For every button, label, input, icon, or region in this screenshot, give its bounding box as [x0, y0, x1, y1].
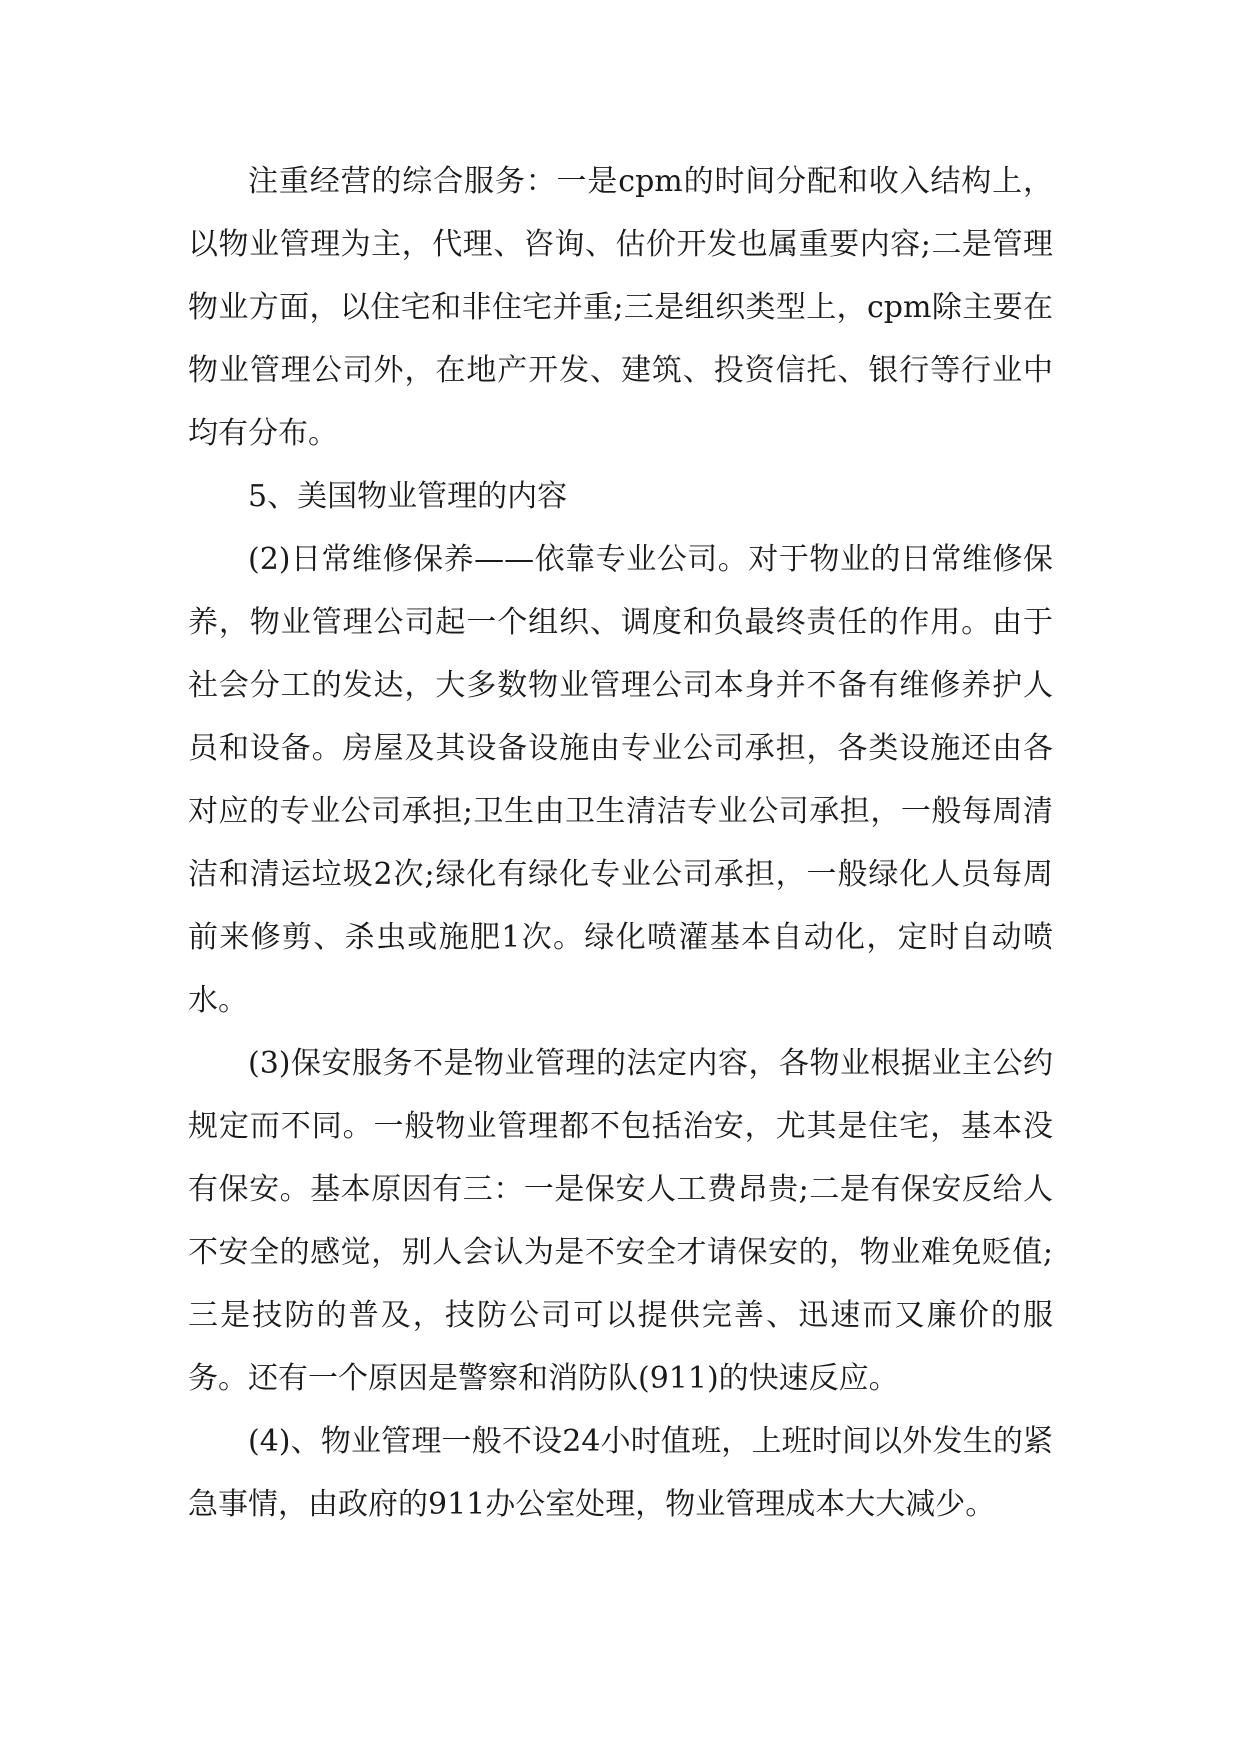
paragraph-daily-maintenance: (2)日常维修保养——依靠专业公司。对于物业的日常维修保养，物业管理公司起一个组织、调度和负最终责任的作用。由于社会分工的发达，大多数物业管理公司本身并不备有维修养护人员和设备。房屋及其设备设施由专业公司承担，各类设施还由各对应的专业公司承担;卫生由卫生清洁专业公司承担，一般每周清洁和清运垃圾2次;绿化有绿化专业公司承担，一般绿化人员每周前来修剪、杀虫或施肥1次。绿化喷灌基本自动化，定时自动喷水。	[188, 542, 1053, 1018]
paragraph-cpm-services: 注重经营的综合服务：一是cpm的时间分配和收入结构上，以物业管理为主，代理、咨询、估价开发也属重要内容;二是管理物业方面，以住宅和非住宅并重;三是组织类型上，cpm除主要在物业管理公司外，在地产开发、建筑、投资信托、银行等行业中均有分布。	[188, 164, 1053, 451]
section-heading-us-property-management: 5、美国物业管理的内容	[248, 479, 568, 514]
document-body	[188, 150, 1053, 1536]
paragraph-security-services: (3)保安服务不是物业管理的法定内容，各物业根据业主公约规定而不同。一般物业管理都不包括治安，尤其是住宅，基本没有保安。基本原因有三：一是保安人工费昂贵;二是有保安反给人不安全的感觉，别人会认为是不安全才请保安的，物业难免贬值;三是技防的普及，技防公司可以提供完善、迅速而又廉价的服务。还有一个原因是警察和消防队(911)的快速反应。	[188, 1046, 1053, 1396]
paragraph-no-24h-duty: (4)、物业管理一般不设24小时值班，上班时间以外发生的紧急事情，由政府的911办公室处理，物业管理成本大大减少。	[188, 1424, 1053, 1522]
